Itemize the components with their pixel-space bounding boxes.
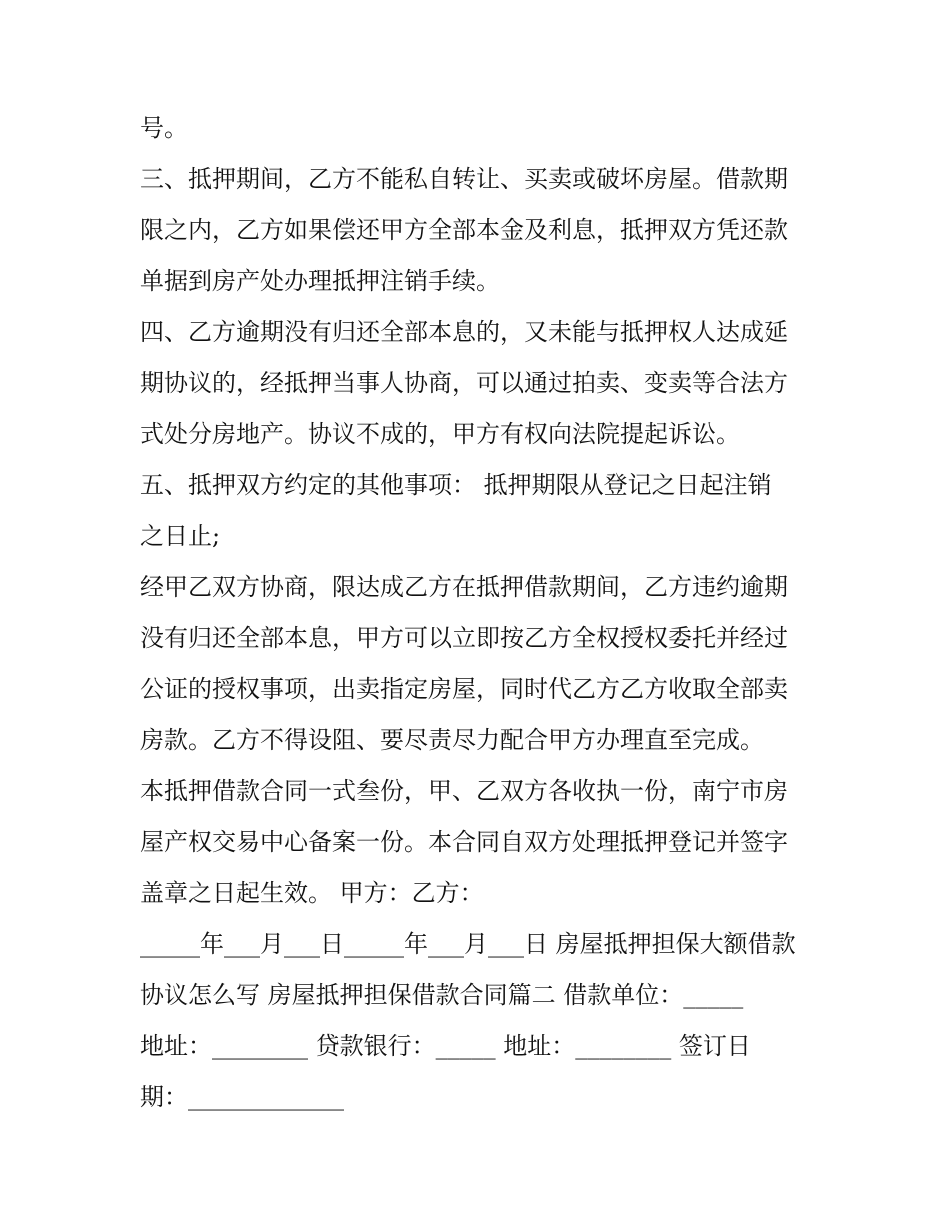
- text-line-15: 屋产权交易中心备案一份。本合同自双方处理抵押登记并签字: [140, 828, 788, 856]
- text-line-16: 盖章之日起生效。 甲方：乙方：: [140, 879, 484, 907]
- text-line-9: 之日止;: [140, 522, 221, 550]
- text-line-10: 经甲乙双方协商，限达成乙方在抵押借款期间，乙方违约逾期: [140, 573, 788, 601]
- text-line-13: 房款。乙方不得设阻、要尽责尽力配合甲方办理直至完成。: [140, 726, 764, 754]
- text-line-11: 没有归还全部本息，甲方可以立即按乙方全权授权委托并经过: [140, 624, 788, 652]
- document-body: [140, 103, 820, 1123]
- text-line-12: 公证的授权事项，出卖指定房屋，同时代乙方乙方收取全部卖: [140, 675, 788, 703]
- text-line-18: 协议怎么写 房屋抵押担保借款合同篇二 借款单位：_____: [140, 981, 744, 1009]
- text-line-20: 期：_____________: [140, 1083, 344, 1111]
- text-line-17: _____年___月___日_____年___月___日 房屋抵押担保大额借款: [140, 930, 796, 958]
- text-line-8: 五、抵押双方约定的其他事项： 抵押期限从登记之日起注销: [140, 471, 772, 499]
- text-line-7: 式处分房地产。协议不成的，甲方有权向法院提起诉讼。: [140, 420, 740, 448]
- text-line-1: 号。: [140, 114, 188, 142]
- text-line-2: 三、抵押期间，乙方不能私自转让、买卖或破坏房屋。借款期: [140, 165, 788, 193]
- text-line-4: 单据到房产处办理抵押注销手续。: [140, 267, 500, 295]
- text-line-14: 本抵押借款合同一式叁份，甲、乙双方各收执一份，南宁市房: [140, 777, 788, 805]
- text-line-3: 限之内，乙方如果偿还甲方全部本金及利息，抵押双方凭还款: [140, 216, 788, 244]
- text-line-6: 期协议的，经抵押当事人协商，可以通过拍卖、变卖等合法方: [140, 369, 788, 397]
- text-line-19: 地址：________ 贷款银行：_____ 地址：________ 签订日: [140, 1032, 751, 1060]
- text-line-5: 四、乙方逾期没有归还全部本息的，又未能与抵押权人达成延: [140, 318, 788, 346]
